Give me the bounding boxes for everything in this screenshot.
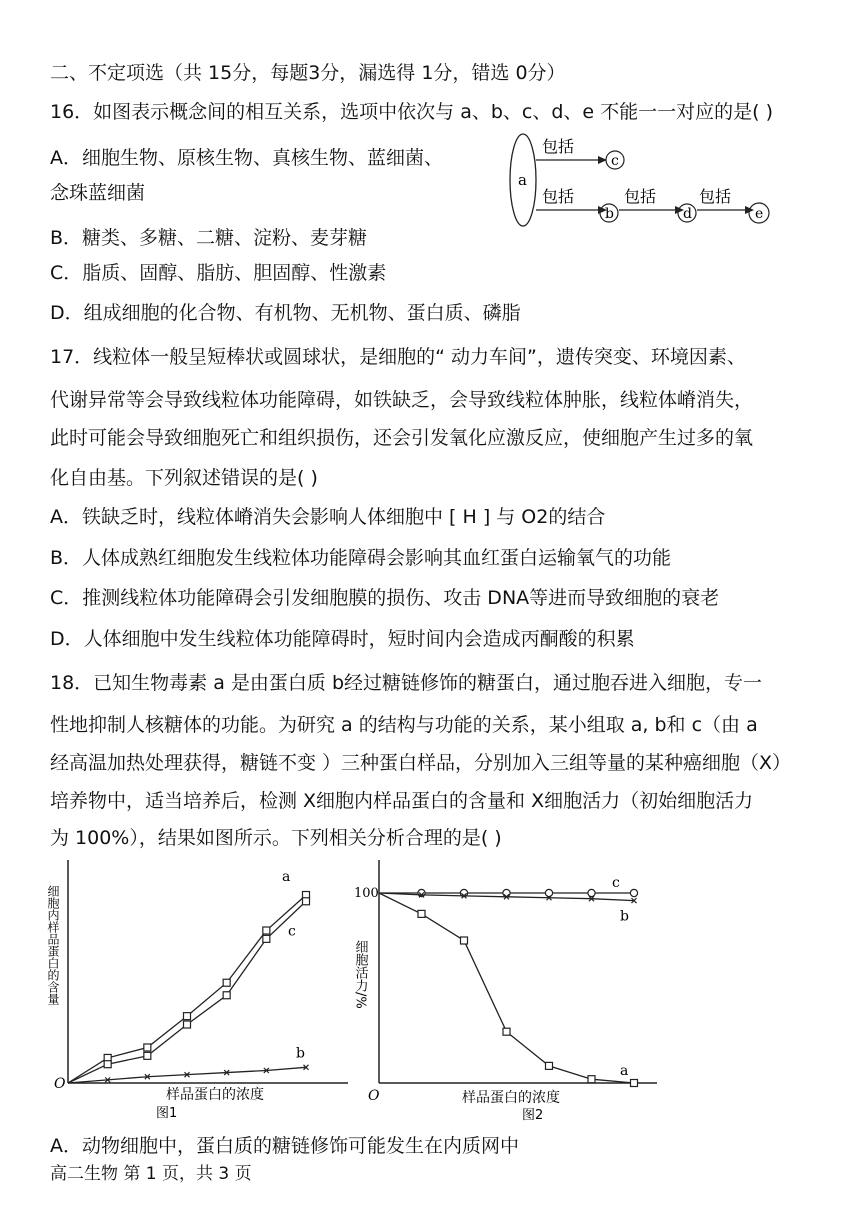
q18-line1: 18．已知生物毒素 a 是由蛋白质 b经过糖链修饰的糖蛋白，通过胞吞进入细胞，专一 xyxy=(50,672,763,694)
chart1-series-a-point-4 xyxy=(223,979,230,986)
chart-figure-2 xyxy=(352,855,667,1125)
include-label-3: 包括 xyxy=(624,187,657,206)
node-d-label: d xyxy=(683,206,692,222)
chart2-series-a-label: a xyxy=(620,1063,629,1079)
chart2-series-a-point-1 xyxy=(418,910,425,917)
node-a-label: a xyxy=(518,171,527,189)
include-label-2: 包括 xyxy=(542,187,575,206)
node-c-label: c xyxy=(611,153,619,169)
node-e-label: e xyxy=(755,206,764,222)
chart1-series-a-point-3 xyxy=(184,1013,191,1020)
q17-line3: 此时可能会导致细胞死亡和组织损伤，还会引发氧化应激反应，使细胞产生过多的氧 xyxy=(50,427,754,449)
chart2-origin-label: O xyxy=(368,1088,380,1104)
q18-line3: 经高温加热处理获得，糖链不变 ）三种蛋白样品，分别加入三组等量的某种癌细胞（X） xyxy=(50,752,792,774)
q18-line4: 培养物中，适当培养后，检测 X细胞内样品蛋白的含量和 X细胞活力（初始细胞活力 xyxy=(50,790,754,812)
chart1-series-a-point-2 xyxy=(144,1044,151,1051)
q17-line1: 17．线粒体一般呈短棒状或圆球状，是细胞的“ 动力车间”，遗传突变、环境因素、 xyxy=(50,346,746,368)
chart1-series-c-label: c xyxy=(288,923,296,940)
chart2-series-c-point-6 xyxy=(630,889,637,896)
chart2-series-c-point-5 xyxy=(588,889,595,896)
q18-line2: 性地抑制人核糖体的功能。为研究 a 的结构与功能的关系，某小组取 a, b和 c（由 a xyxy=(50,714,758,736)
chart1-series-a-label: a xyxy=(282,869,291,885)
chart2-series-a-point-2 xyxy=(461,937,468,944)
chart1-series-c-point-5 xyxy=(263,935,270,942)
concept-diagram xyxy=(505,128,805,233)
chart1-series-c-point-1 xyxy=(104,1061,111,1068)
q17-option-d: D．人体细胞中发生线粒体功能障碍时，短时间内会造成丙酮酸的积累 xyxy=(50,628,635,650)
q17-option-a: A．铁缺乏时，线粒体嵴消失会影响人体细胞中 [ H ] 与 O2的结合 xyxy=(50,506,606,528)
chart-figure-1 xyxy=(48,855,360,1125)
chart2-y-label: 细胞活力/% xyxy=(352,940,368,1009)
chart2-series-a-point-3 xyxy=(503,1028,510,1035)
q18-option-a: A．动物细胞中，蛋白质的糖链修饰可能发生在内质网中 xyxy=(50,1135,519,1157)
chart1-origin-label: O xyxy=(54,1076,66,1092)
chart2-series-a-point-4 xyxy=(546,1062,553,1069)
chart1-series-c-point-3 xyxy=(184,1021,191,1028)
include-label-4: 包括 xyxy=(699,187,732,206)
node-b-label: b xyxy=(605,206,614,222)
chart2-series-a-line xyxy=(379,893,634,1083)
q17-line2: 代谢异常等会导致线粒体功能障碍，如铁缺乏，会导致线粒体肿胀，线粒体嵴消失， xyxy=(50,389,754,411)
q17-option-c: C．推测线粒体功能障碍会引发细胞膜的损伤、攻击 DNA等进而导致细胞的衰老 xyxy=(50,587,720,609)
chart2-series-c-label: c xyxy=(612,875,620,891)
q18-line5: 为 100%），结果如图所示。下列相关分析合理的是( ) xyxy=(50,827,502,849)
chart1-series-a-point-5 xyxy=(263,927,270,934)
include-label-1: 包括 xyxy=(542,137,575,156)
chart2-series-b-label: b xyxy=(620,908,629,925)
chart2-series-a-point-6 xyxy=(631,1080,638,1087)
q16-option-a-line2: 念珠蓝细菌 xyxy=(50,182,146,204)
chart1-series-b-label: b xyxy=(296,1045,305,1062)
chart2-title: 图2 xyxy=(522,1108,544,1123)
q16-option-a-line1: A．细胞生物、原核生物、真核生物、蓝细菌、 xyxy=(50,147,443,169)
chart1-title: 图1 xyxy=(156,1106,178,1121)
chart1-series-c-point-2 xyxy=(144,1052,151,1059)
chart1-y-label: 细胞内样品蛋白的含量 xyxy=(46,885,60,1005)
q16-stem: 16．如图表示概念间的相互关系，选项中依次与 a、b、c、d、e 不能一一对应的是( ) xyxy=(50,101,774,123)
q16-option-c: C．脂质、固醇、脂肪、胆固醇、性激素 xyxy=(50,262,387,284)
q16-option-d: D．组成细胞的化合物、有机物、无机物、蛋白质、磷脂 xyxy=(50,302,521,324)
q17-line4: 化自由基。下列叙述错误的是( ) xyxy=(50,467,318,489)
q17-option-b: B．人体成熟红细胞发生线粒体功能障碍会影响其血红蛋白运输氧气的功能 xyxy=(50,547,672,569)
chart2-series-a-point-5 xyxy=(588,1076,595,1083)
chart1-series-c-point-6 xyxy=(303,898,310,905)
chart2-y-tick-100: 100 xyxy=(354,886,379,901)
chart1-series-c-point-4 xyxy=(223,992,230,999)
q16-option-b: B．糖类、多糖、二糖、淀粉、麦芽糖 xyxy=(50,227,368,249)
chart2-series-c-point-3 xyxy=(503,889,510,896)
section-heading: 二、不定项选（共 15分，每题3分，漏选得 1分，错选 0分） xyxy=(50,62,566,84)
chart2-x-label: 样品蛋白的浓度 xyxy=(462,1090,560,1106)
chart1-x-label: 样品蛋白的浓度 xyxy=(166,1087,264,1103)
page-footer: 高二生物 第 1 页，共 3 页 xyxy=(50,1164,252,1184)
